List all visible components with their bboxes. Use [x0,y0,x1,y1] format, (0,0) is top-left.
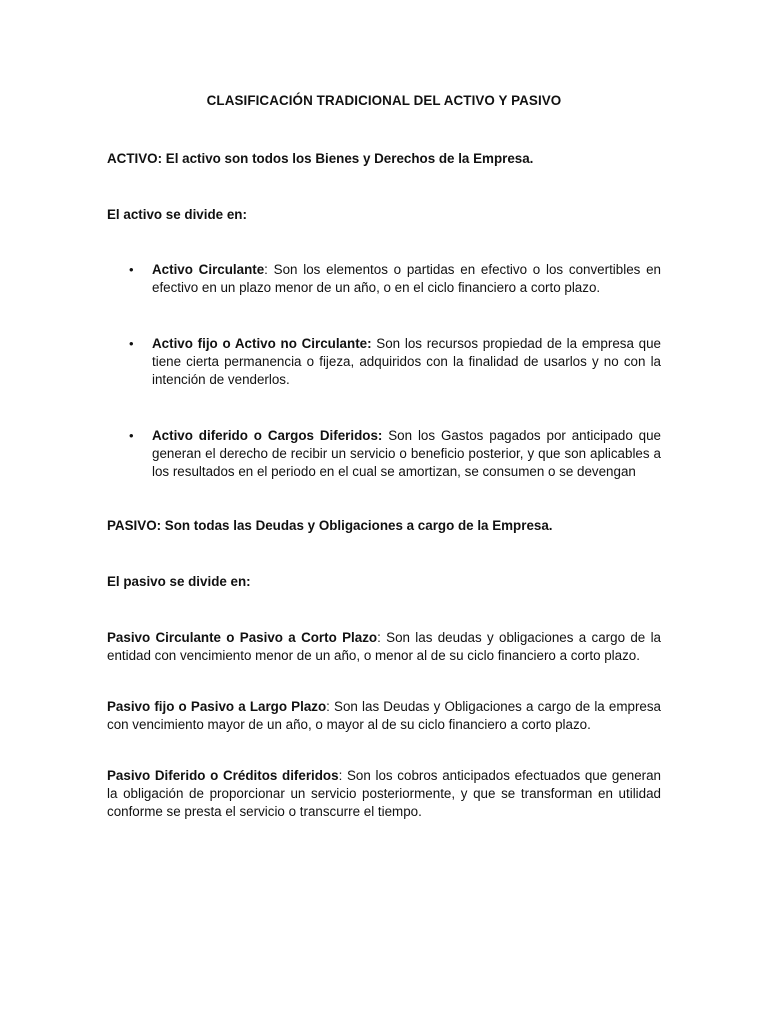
term-separator: : [326,699,330,714]
term-label: Pasivo Diferido o Créditos diferidos [107,768,339,783]
term-label: Activo diferido o Cargos Diferidos: [152,428,383,443]
bullet-icon: • [129,428,134,443]
term-description: Son los Gastos pagados por anticipado que generan el derecho de recibir un servicio o beneficio posterior, y que son aplicables a los resultados en el periodo en el cual se amortizan, se consumen o se devengan [152,428,662,479]
term-description: Son los recursos propiedad de la empresa que tiene cierta permanencia o fijeza, adquiridos con la finalidad de usarlos y no con la intención de venderlos. [152,336,662,387]
spacer [107,535,661,573]
spacer [107,297,661,335]
term-label: Activo Circulante [152,262,265,277]
spacer [107,591,661,629]
bullet-icon: • [129,336,134,351]
activo-divide-heading: El activo se divide en: [107,207,247,222]
term-label: Activo fijo o Activo no Circulante: [152,336,372,351]
pasivo-item-fijo [107,698,661,734]
spacer [107,665,661,698]
pasivo-divide-heading: El pasivo se divide en: [107,574,251,589]
term-description: Son los cobros anticipados efectuados que generan la obligación de proporcionar un servicio posteriormente, y que se transforman en utilidad conforme se presta el servicio o transcurre el tiempo. [107,768,661,819]
activo-item-fijo [107,335,661,389]
document-page [107,92,661,821]
term-label: Pasivo fijo o Pasivo a Largo Plazo [107,699,327,714]
document-title: CLASIFICACIÓN TRADICIONAL DEL ACTIVO Y PASIVO [206,93,562,108]
activo-list [107,261,661,481]
bullet-icon: • [129,262,134,277]
spacer [107,389,661,427]
term-separator: : [264,262,268,277]
activo-item-circulante [107,261,661,297]
pasivo-definition: PASIVO: Son todas las Deudas y Obligaciones a cargo de la Empresa. [107,518,553,533]
pasivo-item-diferido [107,767,661,821]
term-label: Pasivo Circulante o Pasivo a Corto Plazo [107,630,378,645]
spacer [107,481,661,517]
spacer [107,734,661,767]
activo-item-diferido [107,427,661,481]
pasivo-item-circulante [107,629,661,665]
term-description: Son las deudas y obligaciones a cargo de la entidad con vencimiento menor de un año, o menor al de su ciclo financiero a corto plazo. [107,630,662,663]
term-separator: : [338,768,343,783]
term-description: Son los elementos o partidas en efectivo o los convertibles en efectivo en un plazo menor de un año, o en el ciclo financiero a corto plazo. [152,262,661,295]
term-separator: : [377,630,381,645]
term-description: Son las Deudas y Obligaciones a cargo de la empresa con vencimiento mayor de un año, o mayor al de su ciclo financiero a corto plazo. [107,699,661,732]
spacer [107,224,661,261]
spacer [107,168,661,206]
activo-definition: ACTIVO: El activo son todos los Bienes y Derechos de la Empresa. [107,151,534,166]
spacer [107,110,661,150]
